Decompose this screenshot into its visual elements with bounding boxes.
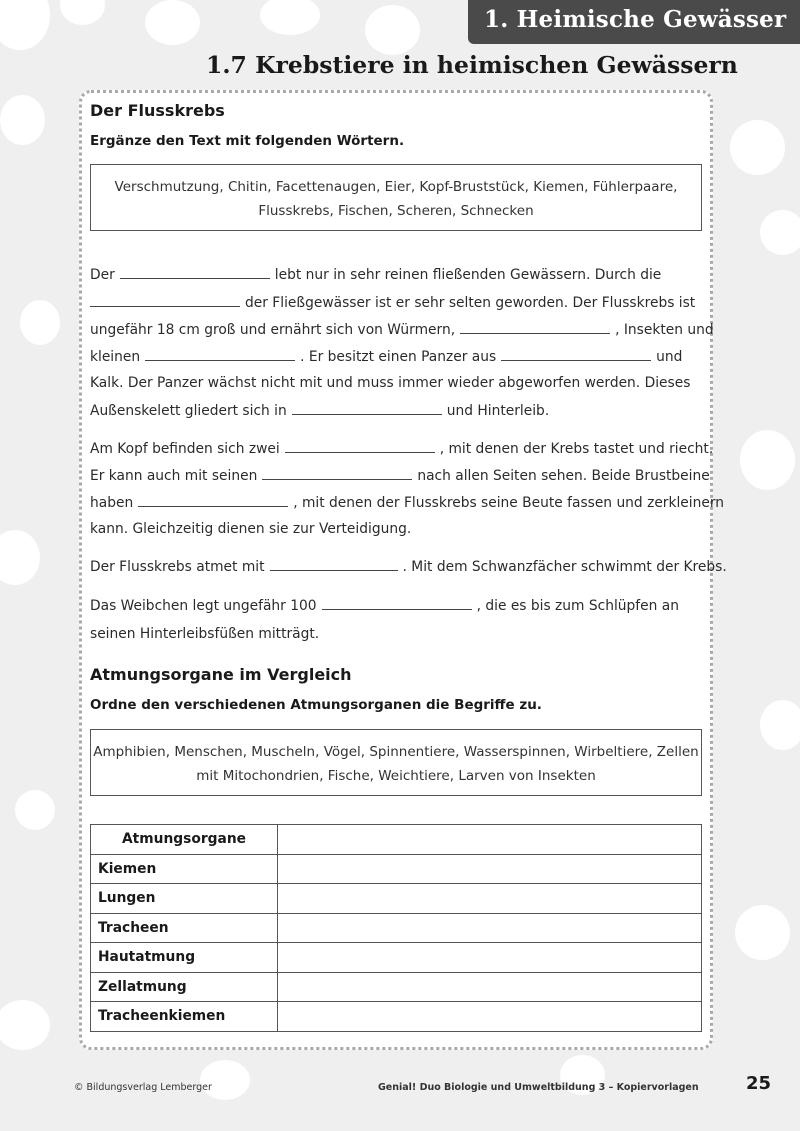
background-blob: [60, 0, 105, 25]
answer-cell[interactable]: [278, 825, 702, 855]
answer-cell[interactable]: [278, 943, 702, 973]
organ-label: Tracheenkiemen: [91, 1002, 278, 1032]
blank-field[interactable]: [120, 266, 270, 279]
word-bank-line: Amphibien, Menschen, Muscheln, Vögel, Spinnentiere, Wasserspinnen, Wirbeltiere, Zellen: [93, 744, 699, 760]
blank-field[interactable]: [145, 348, 295, 361]
text-line: seinen Hinterleibsfüßen mitträgt.: [90, 626, 320, 642]
table-row: [91, 972, 702, 1002]
organ-label: Zellatmung: [91, 972, 278, 1002]
text-line: kleinen . Er besitzt einen Panzer aus und: [90, 349, 683, 365]
table-row: [91, 943, 702, 973]
table-row: [91, 913, 702, 943]
text-line: Er kann auch mit seinen nach allen Seiten sehen. Beide Brustbeine: [90, 468, 710, 484]
blank-field[interactable]: [322, 597, 472, 610]
background-blob: [20, 300, 60, 345]
blank-field[interactable]: [270, 558, 398, 571]
text-line: der Fließgewässer ist er sehr selten geworden. Der Flusskrebs ist: [90, 294, 695, 311]
background-blob: [15, 790, 55, 830]
answer-cell[interactable]: [278, 1002, 702, 1032]
word-bank-flusskrebs: [90, 164, 702, 231]
blank-field[interactable]: [90, 294, 240, 307]
instruction-assign: Ordne den verschiedenen Atmungsorganen die Begriffe zu.: [90, 697, 542, 713]
answer-cell[interactable]: [278, 854, 702, 884]
blank-field[interactable]: [292, 402, 442, 415]
background-blob: [0, 0, 50, 50]
organ-label: Tracheen: [91, 913, 278, 943]
background-blob: [0, 530, 40, 585]
background-blob: [260, 0, 320, 35]
background-blob: [760, 700, 800, 750]
background-blob: [740, 430, 795, 490]
instruction-fill-in: Ergänze den Text mit folgenden Wörtern.: [90, 133, 405, 149]
text-line: Kalk. Der Panzer wächst nicht mit und muss immer wieder abgeworfen werden. Dieses: [90, 375, 691, 391]
word-bank-line: Flusskrebs, Fischen, Scheren, Schnecken: [258, 203, 534, 219]
background-blob: [200, 1060, 250, 1100]
answer-cell[interactable]: [278, 913, 702, 943]
text-line: kann. Gleichzeitig dienen sie zur Verteidigung.: [90, 521, 412, 537]
blank-field[interactable]: [138, 494, 288, 507]
page-title: 1.7 Krebstiere in heimischen Gewässern: [206, 51, 738, 79]
book-title: Genial! Duo Biologie und Umweltbildung 3 – Kopiervorlagen: [378, 1082, 699, 1093]
word-bank-atmung: [90, 729, 702, 796]
chapter-tab-label: 1. Heimische Gewässer: [484, 6, 787, 33]
table-header-row: [91, 825, 702, 855]
word-bank-line: mit Mitochondrien, Fische, Weichtiere, Larven von Insekten: [196, 768, 596, 784]
text-line: Der lebt nur in sehr reinen fließenden Gewässern. Durch die: [90, 267, 662, 283]
text-line: Am Kopf befinden sich zwei , mit denen der Krebs tastet und riecht.: [90, 441, 714, 457]
blank-field[interactable]: [501, 348, 651, 361]
background-blob: [735, 905, 790, 960]
copyright-text: © Bildungsverlag Lemberger: [74, 1082, 212, 1093]
section-heading-flusskrebs: Der Flusskrebs: [90, 101, 225, 120]
text-line: Der Flusskrebs atmet mit . Mit dem Schwanzfächer schwimmt der Krebs.: [90, 559, 727, 575]
blank-field[interactable]: [285, 440, 435, 453]
background-blob: [0, 1000, 50, 1050]
organs-table: [90, 824, 702, 1032]
section-heading-atmungsorgane: Atmungsorgane im Vergleich: [90, 665, 352, 684]
table-row: [91, 884, 702, 914]
chapter-tab: [468, 0, 800, 44]
text-line: Das Weibchen legt ungefähr 100 , die es bis zum Schlüpfen an: [90, 598, 679, 614]
word-bank-line: Verschmutzung, Chitin, Facettenaugen, Eier, Kopf-Bruststück, Kiemen, Fühlerpaare,: [114, 179, 678, 195]
table-header-cell: Atmungsorgane: [91, 825, 278, 855]
background-blob: [0, 95, 45, 145]
text-line: ungefähr 18 cm groß und ernährt sich von Würmern, , Insekten und: [90, 322, 714, 338]
organ-label: Hautatmung: [91, 943, 278, 973]
text-line: haben , mit denen der Flusskrebs seine Beute fassen und zerkleinern: [90, 495, 725, 511]
answer-cell[interactable]: [278, 972, 702, 1002]
background-blob: [145, 0, 200, 45]
blank-field[interactable]: [262, 467, 412, 480]
background-blob: [730, 120, 785, 175]
background-blob: [760, 210, 800, 255]
organ-label: Kiemen: [91, 854, 278, 884]
table-row: [91, 854, 702, 884]
table-row: [91, 1002, 702, 1032]
organ-label: Lungen: [91, 884, 278, 914]
text-line: Außenskelett gliedert sich in und Hinterleib.: [90, 403, 550, 419]
answer-cell[interactable]: [278, 884, 702, 914]
page-number: 25: [746, 1073, 772, 1094]
blank-field[interactable]: [460, 321, 610, 334]
background-blob: [365, 5, 420, 55]
